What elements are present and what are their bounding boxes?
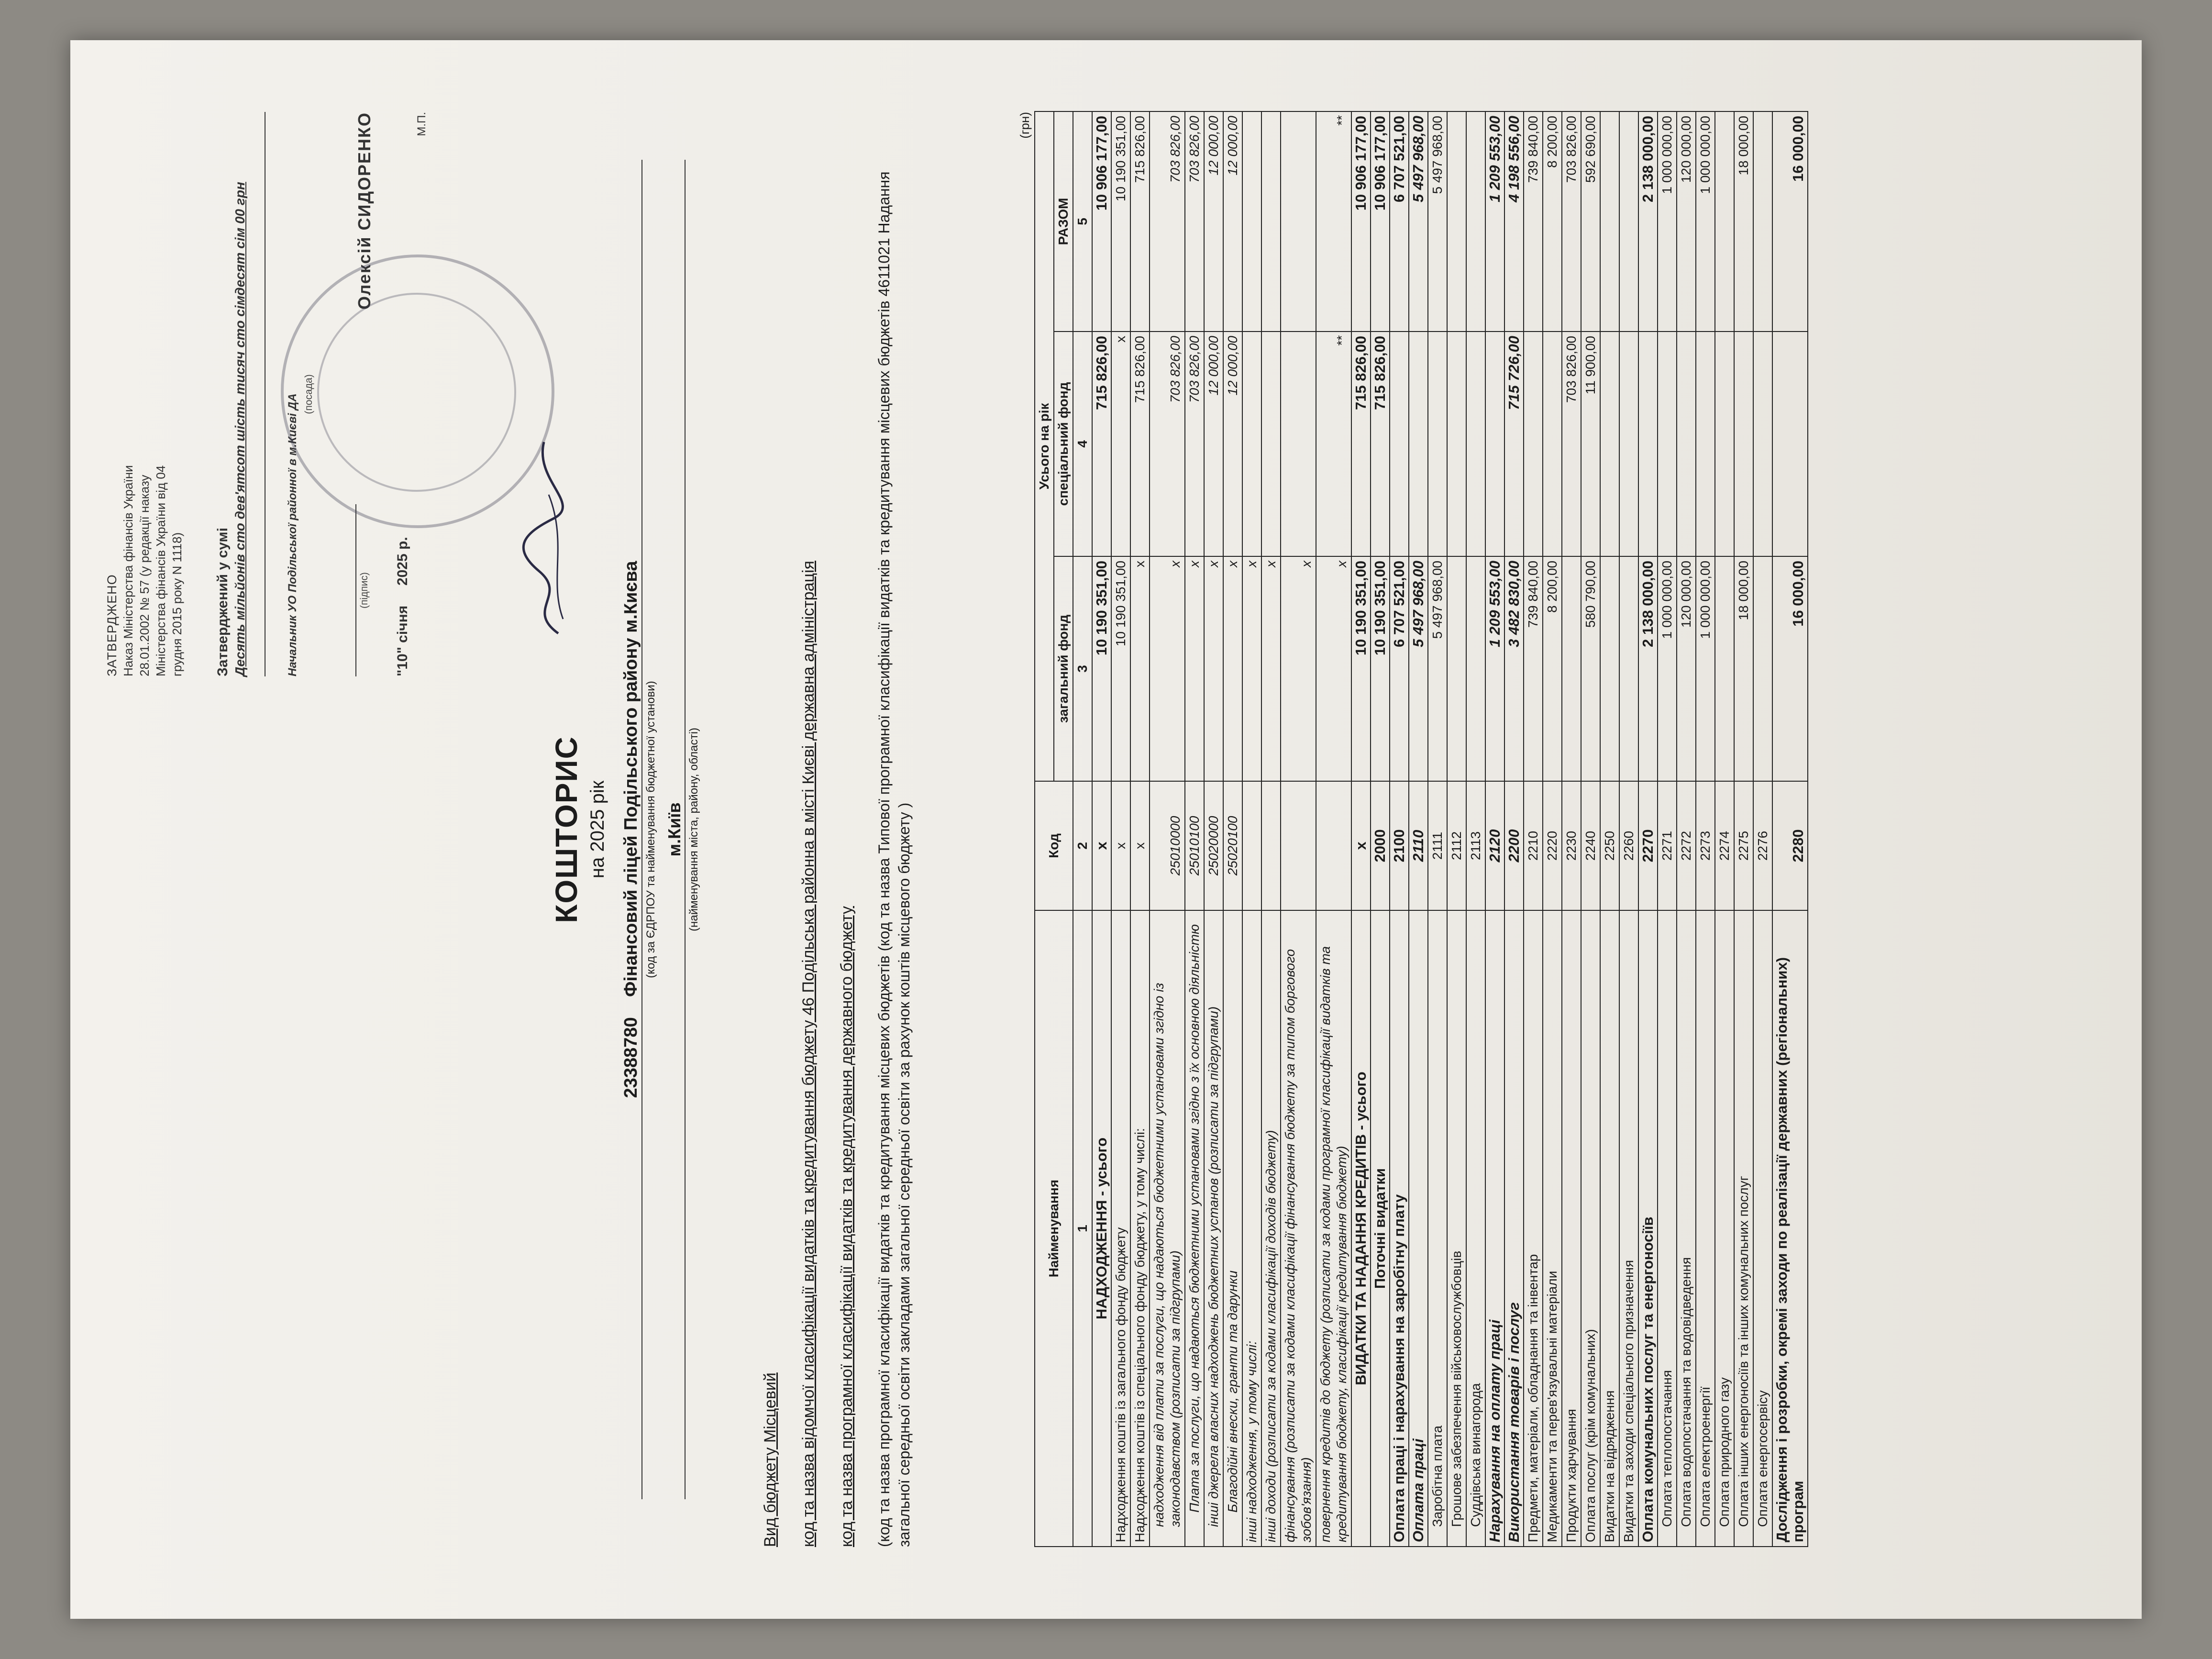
table-header-row	[1035, 111, 1054, 1547]
table-row	[1466, 111, 1485, 1547]
row-general-fund: 580 790,00	[1581, 556, 1600, 781]
row-total: 703 826,00	[1150, 111, 1185, 332]
row-total: 16 000,00	[1772, 111, 1808, 332]
row-name: Поточні видатки	[1371, 910, 1390, 1547]
column-number: 5	[1073, 111, 1092, 332]
row-code	[1242, 781, 1261, 910]
table-row	[1524, 111, 1543, 1547]
row-general-fund: x	[1261, 556, 1281, 781]
row-general-fund: 8 200,00	[1543, 556, 1562, 781]
row-total: 10 906 177,00	[1092, 111, 1111, 332]
document-year: на 2025 рік	[587, 780, 608, 879]
table-row	[1223, 111, 1242, 1547]
row-code: x	[1092, 781, 1111, 910]
row-name: повернення кредитів до бюджету (розписати за кодами програмної класифікації видатків та кредитування бюджету, класифікації кредитування бюджету)	[1316, 910, 1351, 1547]
row-name: Грошове забезпечення військовослужбовців	[1447, 910, 1466, 1547]
row-total: 1 209 553,00	[1485, 111, 1504, 332]
approver-position: Начальник УО Подільської районної в м.Києві ДА	[286, 393, 299, 676]
table-row	[1772, 111, 1808, 1547]
row-code: 2250	[1600, 781, 1619, 910]
document-sheet	[70, 40, 2142, 1619]
row-general-fund: 120 000,00	[1677, 556, 1696, 781]
row-total	[1600, 111, 1619, 332]
row-total	[1753, 111, 1772, 332]
row-total: 10 906 177,00	[1351, 111, 1371, 332]
row-name: Суддівська винагорода	[1466, 910, 1485, 1547]
row-name: Надходження коштів із спеціального фонду бюджету, у тому числі:	[1130, 910, 1150, 1547]
row-special-fund: 703 826,00	[1185, 332, 1204, 556]
position-caption: (посада)	[303, 374, 314, 414]
row-name: Оплата електроенергії	[1696, 910, 1715, 1547]
row-code: 2273	[1696, 781, 1715, 910]
row-special-fund	[1753, 332, 1772, 556]
row-special-fund: 715 826,00	[1092, 332, 1111, 556]
row-general-fund: 10 190 351,00	[1371, 556, 1390, 781]
row-total	[1242, 111, 1261, 332]
budget-table-wrapper	[1018, 112, 1808, 1547]
row-special-fund	[1696, 332, 1715, 556]
table-row	[1390, 111, 1409, 1547]
row-name: Оплата інших енергоносіїв та інших комунальних послуг	[1734, 910, 1753, 1547]
row-total: 8 200,00	[1543, 111, 1562, 332]
column-number: 4	[1073, 332, 1092, 556]
table-row	[1619, 111, 1638, 1547]
row-special-fund	[1658, 332, 1677, 556]
row-total	[1261, 111, 1281, 332]
row-name: надходження від плати за послуги, що надаються бюджетними установами згідно із законодавством (розписати за підгрупами)	[1150, 910, 1185, 1547]
row-total: 703 826,00	[1562, 111, 1581, 332]
row-general-fund: x	[1242, 556, 1261, 781]
row-code: 2270	[1638, 781, 1658, 910]
row-total: 1 000 000,00	[1696, 111, 1715, 332]
row-name: Нарахування на оплату праці	[1485, 910, 1504, 1547]
approved-label: Затверджений у сумі	[215, 528, 231, 676]
row-general-fund: 10 190 351,00	[1092, 556, 1111, 781]
signature-caption: (підпис)	[359, 572, 370, 608]
row-code: 2230	[1562, 781, 1581, 910]
row-total: 12 000,00	[1223, 111, 1242, 332]
institution-line	[621, 40, 641, 1619]
column-number: 1	[1073, 910, 1092, 1547]
approval-line: Міністерства фінансів України від 04	[154, 465, 168, 676]
row-code	[1316, 781, 1351, 910]
table-row	[1150, 111, 1185, 1547]
row-name: Видатки та заходи спеціального призначення	[1619, 910, 1638, 1547]
row-name: Заробітна плата	[1428, 910, 1447, 1547]
table-row	[1504, 111, 1524, 1547]
row-code: 2271	[1658, 781, 1677, 910]
row-general-fund: 739 840,00	[1524, 556, 1543, 781]
row-total: 10 906 177,00	[1371, 111, 1390, 332]
signature-area	[336, 504, 373, 676]
table-row	[1204, 111, 1223, 1547]
signer-name: Олексій СИДОРЕНКО	[354, 112, 374, 310]
row-code: 2276	[1753, 781, 1772, 910]
column-number: 3	[1073, 556, 1092, 781]
table-row	[1185, 111, 1204, 1547]
header-special-fund: спеціальний фонд	[1054, 332, 1073, 556]
row-total	[1619, 111, 1638, 332]
row-general-fund: x	[1223, 556, 1242, 781]
row-name: Оплата послуг (крім комунальних)	[1581, 910, 1600, 1547]
row-special-fund: 703 826,00	[1562, 332, 1581, 556]
row-name: Продукти харчування	[1562, 910, 1581, 1547]
row-name: Оплата енергосервісу	[1753, 910, 1772, 1547]
row-name: Оплата водопостачання та водовідведення	[1677, 910, 1696, 1547]
row-general-fund: x	[1204, 556, 1223, 781]
row-special-fund: 715 726,00	[1504, 332, 1524, 556]
row-special-fund: 11 900,00	[1581, 332, 1600, 556]
header-code: Код	[1035, 781, 1073, 910]
document-title: КОШТОРИС	[549, 736, 584, 923]
row-special-fund	[1772, 332, 1808, 556]
state-program-classification: код та назва програмної класифікації видатків та кредитування державного бюджету	[838, 906, 856, 1547]
divider	[641, 160, 642, 1499]
row-name: Предмети, матеріали, обладнання та інвентар	[1524, 910, 1543, 1547]
table-row	[1111, 111, 1130, 1547]
row-general-fund: x	[1150, 556, 1185, 781]
row-special-fund: x	[1111, 332, 1130, 556]
row-general-fund	[1466, 556, 1485, 781]
row-name: Оплата теплопостачання	[1658, 910, 1677, 1547]
row-general-fund	[1562, 556, 1581, 781]
table-row	[1242, 111, 1261, 1547]
row-code: 2200	[1504, 781, 1524, 910]
approval-title: ЗАТВЕРДЖЕНО	[105, 574, 119, 676]
row-code: 2272	[1677, 781, 1696, 910]
approved-sum-words: Десять мільйонів сто дев'ятсот шість тисяч сто сімдесят сім 00 грн	[232, 182, 247, 676]
table-row	[1734, 111, 1753, 1547]
row-total: 5 497 968,00	[1428, 111, 1447, 332]
row-name: Оплата природного газу	[1715, 910, 1734, 1547]
table-row	[1316, 111, 1351, 1547]
header-general-fund: загальний фонд	[1054, 556, 1073, 781]
table-row	[1447, 111, 1466, 1547]
row-general-fund: x	[1281, 556, 1316, 781]
row-general-fund: 18 000,00	[1734, 556, 1753, 781]
row-general-fund: 16 000,00	[1772, 556, 1808, 781]
table-row	[1562, 111, 1581, 1547]
header-total: РАЗОМ	[1054, 111, 1073, 332]
row-special-fund	[1447, 332, 1466, 556]
row-code: 2120	[1485, 781, 1504, 910]
approval-line: 28.01.2002 № 57 (у редакції наказу	[137, 475, 152, 676]
row-total: 12 000,00	[1204, 111, 1223, 332]
row-special-fund	[1638, 332, 1658, 556]
row-total	[1281, 111, 1316, 332]
row-name: Плата за послуги, що надаються бюджетними установами згідно з їх основною діяльністю	[1185, 910, 1204, 1547]
row-name: інші джерела власних надходжень бюджетних установ (розписати за підгрупами)	[1204, 910, 1223, 1547]
department-classification: код та назва відомчої класифікації видатків та кредитування бюджету 46 Подільська районна в місті Києві державна адміністрація	[799, 561, 818, 1547]
row-special-fund	[1242, 332, 1261, 556]
row-general-fund	[1753, 556, 1772, 781]
row-name: Оплата комунальних послуг та енергоносіїв	[1638, 910, 1658, 1547]
header-total-year: Усього на рік	[1035, 111, 1054, 781]
currency-unit: (грн)	[1018, 112, 1032, 139]
row-code: 2113	[1466, 781, 1485, 910]
row-name: інші надходження, у тому числі:	[1242, 910, 1261, 1547]
row-special-fund: 715 826,00	[1351, 332, 1371, 556]
budget-classification	[759, 112, 914, 1547]
approval-line: Наказ Міністерства фінансів України	[121, 465, 135, 676]
date-suffix: р.	[395, 537, 410, 550]
row-special-fund: 703 826,00	[1150, 332, 1185, 556]
row-name: Надходження коштів із загального фонду бюджету	[1111, 910, 1130, 1547]
row-total: 120 000,00	[1677, 111, 1696, 332]
row-total	[1715, 111, 1734, 332]
row-special-fund	[1619, 332, 1638, 556]
row-name: Оплата праці	[1409, 910, 1428, 1547]
row-total: 1 000 000,00	[1658, 111, 1677, 332]
row-total: 592 690,00	[1581, 111, 1600, 332]
divider	[261, 112, 265, 676]
row-general-fund: 6 707 521,00	[1390, 556, 1409, 781]
row-code: 25010000	[1150, 781, 1185, 910]
table-row	[1130, 111, 1150, 1547]
row-code	[1261, 781, 1281, 910]
row-general-fund: 1 209 553,00	[1485, 556, 1504, 781]
row-total	[1447, 111, 1466, 332]
row-code: 2112	[1447, 781, 1466, 910]
row-special-fund	[1428, 332, 1447, 556]
row-total	[1466, 111, 1485, 332]
row-code: 2240	[1581, 781, 1600, 910]
row-name: Використання товарів і послуг	[1504, 910, 1524, 1547]
row-name: інші доходи (розписати за кодами класифікації доходів бюджету)	[1261, 910, 1281, 1547]
row-code: 2275	[1734, 781, 1753, 910]
row-name: Благодійні внески, гранти та дарунки	[1223, 910, 1242, 1547]
row-special-fund	[1466, 332, 1485, 556]
row-code: x	[1130, 781, 1150, 910]
row-special-fund: 12 000,00	[1223, 332, 1242, 556]
row-total: 18 000,00	[1734, 111, 1753, 332]
divider	[685, 160, 686, 1499]
row-code: x	[1351, 781, 1371, 910]
row-special-fund	[1409, 332, 1428, 556]
row-code: x	[1111, 781, 1130, 910]
city-caption: (найменування міста, району, області)	[687, 728, 700, 931]
row-special-fund	[1281, 332, 1316, 556]
row-general-fund: 5 497 968,00	[1428, 556, 1447, 781]
row-name: Медикаменти та перев'язувальні матеріали	[1543, 910, 1562, 1547]
seal-place-mark: М.П.	[415, 112, 428, 136]
row-special-fund: 12 000,00	[1204, 332, 1223, 556]
institution-code: 23388780	[621, 1017, 641, 1098]
institution-caption: (код за ЄДРПОУ та найменування бюджетної установи)	[644, 681, 657, 978]
row-code	[1281, 781, 1316, 910]
column-number-row	[1073, 111, 1092, 1547]
table-row	[1753, 111, 1772, 1547]
row-total: 6 707 521,00	[1390, 111, 1409, 332]
budget-type: Вид бюджету Місцевий	[761, 1372, 779, 1547]
city-name: м.Київ	[664, 802, 684, 857]
row-special-fund	[1734, 332, 1753, 556]
row-special-fund	[1715, 332, 1734, 556]
table-row	[1543, 111, 1562, 1547]
row-name: Видатки на відрядження	[1600, 910, 1619, 1547]
row-total: 715 826,00	[1130, 111, 1150, 332]
row-total: 703 826,00	[1185, 111, 1204, 332]
table-row	[1371, 111, 1390, 1547]
row-total: 739 840,00	[1524, 111, 1543, 332]
row-general-fund: 1 000 000,00	[1696, 556, 1715, 781]
institution-name: Фінансовий ліцей Подільського району м.Києва	[621, 561, 641, 997]
table-row	[1281, 111, 1316, 1547]
row-total: **	[1316, 111, 1351, 332]
row-general-fund: 2 138 000,00	[1638, 556, 1658, 781]
row-name: НАДХОДЖЕННЯ - усього	[1092, 910, 1111, 1547]
row-code: 2100	[1390, 781, 1409, 910]
row-code: 2280	[1772, 781, 1808, 910]
table-row	[1092, 111, 1111, 1547]
row-special-fund	[1543, 332, 1562, 556]
row-general-fund: x	[1316, 556, 1351, 781]
table-row	[1658, 111, 1677, 1547]
row-general-fund: 1 000 000,00	[1658, 556, 1677, 781]
table-row	[1351, 111, 1371, 1547]
row-special-fund	[1677, 332, 1696, 556]
official-stamp	[281, 254, 554, 528]
row-total: 5 497 968,00	[1409, 111, 1428, 332]
row-code: 25020100	[1223, 781, 1242, 910]
row-code: 2220	[1543, 781, 1562, 910]
signature-line	[336, 504, 356, 676]
table-row	[1600, 111, 1619, 1547]
table-row	[1428, 111, 1447, 1547]
row-code: 2000	[1371, 781, 1390, 910]
date-year: 2025	[395, 553, 410, 586]
row-code: 2274	[1715, 781, 1734, 910]
table-row	[1581, 111, 1600, 1547]
row-special-fund	[1600, 332, 1619, 556]
row-general-fund: 3 482 830,00	[1504, 556, 1524, 781]
row-general-fund	[1619, 556, 1638, 781]
table-row	[1677, 111, 1696, 1547]
row-code: 25020000	[1204, 781, 1223, 910]
row-general-fund	[1447, 556, 1466, 781]
row-name: ВИДАТКИ ТА НАДАННЯ КРЕДИТІВ - усього	[1351, 910, 1371, 1547]
row-special-fund	[1485, 332, 1504, 556]
row-general-fund: x	[1130, 556, 1150, 781]
row-general-fund: 10 190 351,00	[1111, 556, 1130, 781]
row-general-fund: x	[1185, 556, 1204, 781]
row-special-fund	[1390, 332, 1409, 556]
row-general-fund: 10 190 351,00	[1351, 556, 1371, 781]
row-code: 2210	[1524, 781, 1543, 910]
row-code: 25010100	[1185, 781, 1204, 910]
table-body	[1092, 111, 1808, 1547]
table-row	[1485, 111, 1504, 1547]
date-month: "10" січня	[395, 605, 410, 676]
row-special-fund: **	[1316, 332, 1351, 556]
row-total: 10 190 351,00	[1111, 111, 1130, 332]
row-code: 2111	[1428, 781, 1447, 910]
header-name: Найменування	[1035, 910, 1073, 1547]
table-row	[1696, 111, 1715, 1547]
document-heading	[549, 40, 701, 1619]
row-general-fund	[1600, 556, 1619, 781]
table-row	[1409, 111, 1428, 1547]
budget-table	[1034, 111, 1808, 1547]
row-name: Дослідження і розробки, окремі заходи по реалізації державних (регіональних) програм	[1772, 910, 1808, 1547]
row-name: Оплата праці і нарахування на заробітну плату	[1390, 910, 1409, 1547]
column-number: 2	[1073, 781, 1092, 910]
table-row	[1715, 111, 1734, 1547]
approval-line: грудня 2015 року N 1118)	[170, 532, 184, 676]
table-row	[1261, 111, 1281, 1547]
row-code: 2260	[1619, 781, 1638, 910]
row-special-fund	[1261, 332, 1281, 556]
row-special-fund	[1524, 332, 1543, 556]
row-name: фінансування (розписати за кодами класифікації фінансування бюджету за типом боргового зобов'язання)	[1281, 910, 1316, 1547]
row-special-fund: 715 826,00	[1371, 332, 1390, 556]
row-special-fund: 715 826,00	[1130, 332, 1150, 556]
local-program-classification: (код та назва програмної класифікації видатків та кредитування місцевих бюджетів (код та назва Типової програмної класифікації видатків та кредитування місцевих бюджетів 4611021 Надання загальної середньої освіти закладами загальної середньої освіти за рахунок коштів місцевого бюджету )	[875, 171, 913, 1547]
row-general-fund	[1715, 556, 1734, 781]
row-total: 4 198 556,00	[1504, 111, 1524, 332]
row-code: 2110	[1409, 781, 1428, 910]
table-row	[1638, 111, 1658, 1547]
row-general-fund: 5 497 968,00	[1409, 556, 1428, 781]
row-total: 2 138 000,00	[1638, 111, 1658, 332]
